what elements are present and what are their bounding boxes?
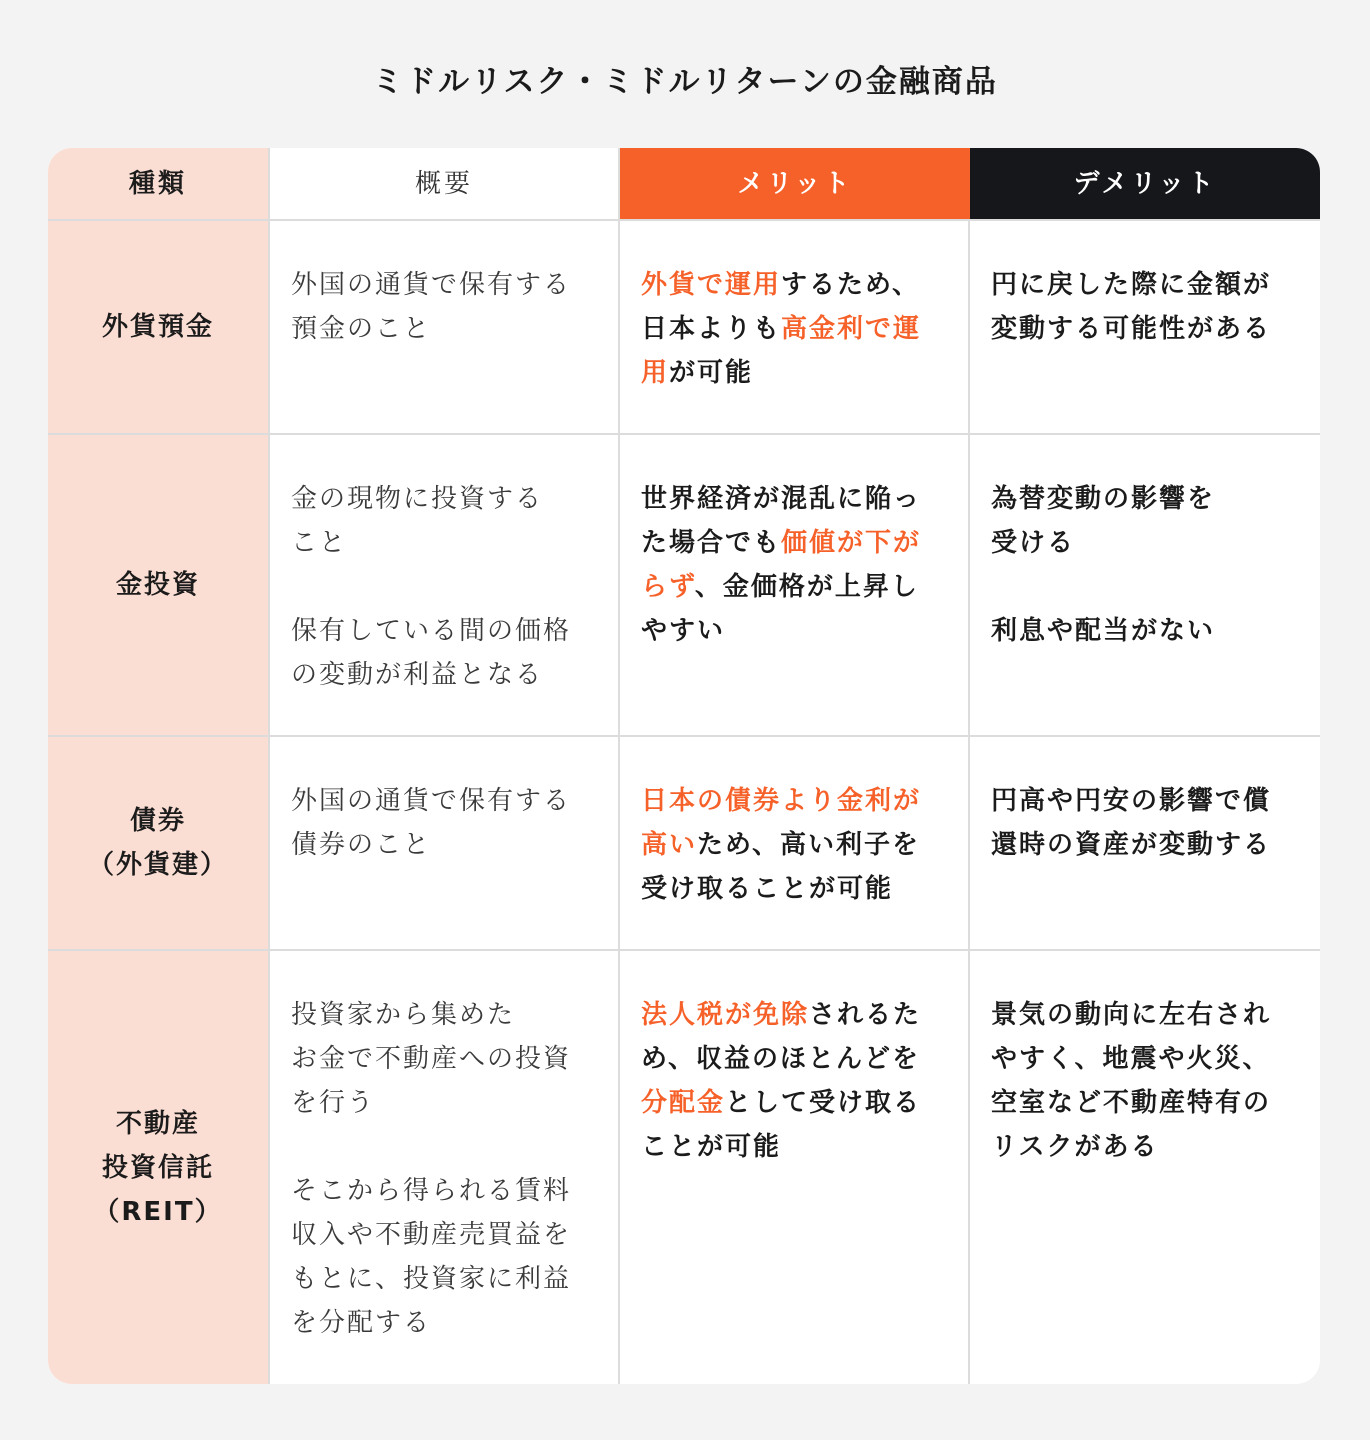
merit-text: が可能: [669, 358, 754, 388]
row-demerit: 円に戻した際に金額が 変動する可能性がある: [970, 221, 1320, 435]
merit-highlight-text: 法人税が免除: [641, 1000, 810, 1030]
row-type: 不動産 投資信託 （REIT）: [48, 951, 270, 1384]
merit-text: するため、 日本よりも: [641, 270, 920, 344]
merit-highlight-text: 日本の債券より金利が 高い: [641, 786, 922, 860]
merit-highlight-text: 価値が下が らず: [641, 528, 922, 602]
row-demerit: 景気の動向に左右され やすく、地震や火災、 空室など不動産特有の リスクがある: [991, 1000, 1272, 1162]
page-title: ミドルリスク・ミドルリターンの金融商品: [372, 64, 998, 100]
header-overview: 概要: [270, 148, 620, 221]
merit-text: されるた め、収益のほとんどを: [641, 1000, 922, 1074]
comparison-table: [48, 148, 1320, 1384]
row-merit: [620, 221, 970, 435]
row-type: 外貨預金: [48, 221, 270, 435]
header-merit: メリット: [620, 148, 970, 221]
header-type: 種類: [48, 148, 270, 221]
row-demerit: 為替変動の影響を 受ける 利息や配当がない: [970, 435, 1320, 737]
row-type: 金投資: [48, 435, 270, 737]
merit-highlight-text: 外貨で運用: [641, 270, 782, 300]
merit-text: 、金価格が上昇し やすい: [641, 572, 919, 646]
merit-highlight-text: 分配金: [641, 1088, 726, 1118]
merit-text: ため、高い利子を 受け取ることが可能: [641, 830, 920, 904]
row-demerit: 円高や円安の影響で償 還時の資産が変動する: [970, 737, 1320, 951]
row-type: 債券 （外貨建）: [48, 737, 270, 951]
row-merit: [620, 737, 970, 951]
merit-highlight-text: 高金利で運 用: [641, 314, 922, 388]
row-overview: 外国の通貨で保有する 預金のこと: [270, 221, 620, 435]
row-merit: [620, 951, 970, 1384]
row-overview: 外国の通貨で保有する 債券のこと: [270, 737, 620, 951]
merit-text: 世界経済が混乱に陥っ た場合でも: [641, 484, 922, 558]
header-demerit: デメリット: [970, 148, 1320, 221]
row-overview: 投資家から集めた お金で不動産への投資 を行う そこから得られる賃料 収入や不動産売買益を もとに、投資家に利益 を分配する: [270, 951, 620, 1384]
merit-text: として受け取る ことが可能: [641, 1088, 922, 1162]
row-overview: 金の現物に投資する こと 保有している間の価格 の変動が利益となる: [270, 435, 620, 737]
row-merit: [620, 435, 970, 737]
